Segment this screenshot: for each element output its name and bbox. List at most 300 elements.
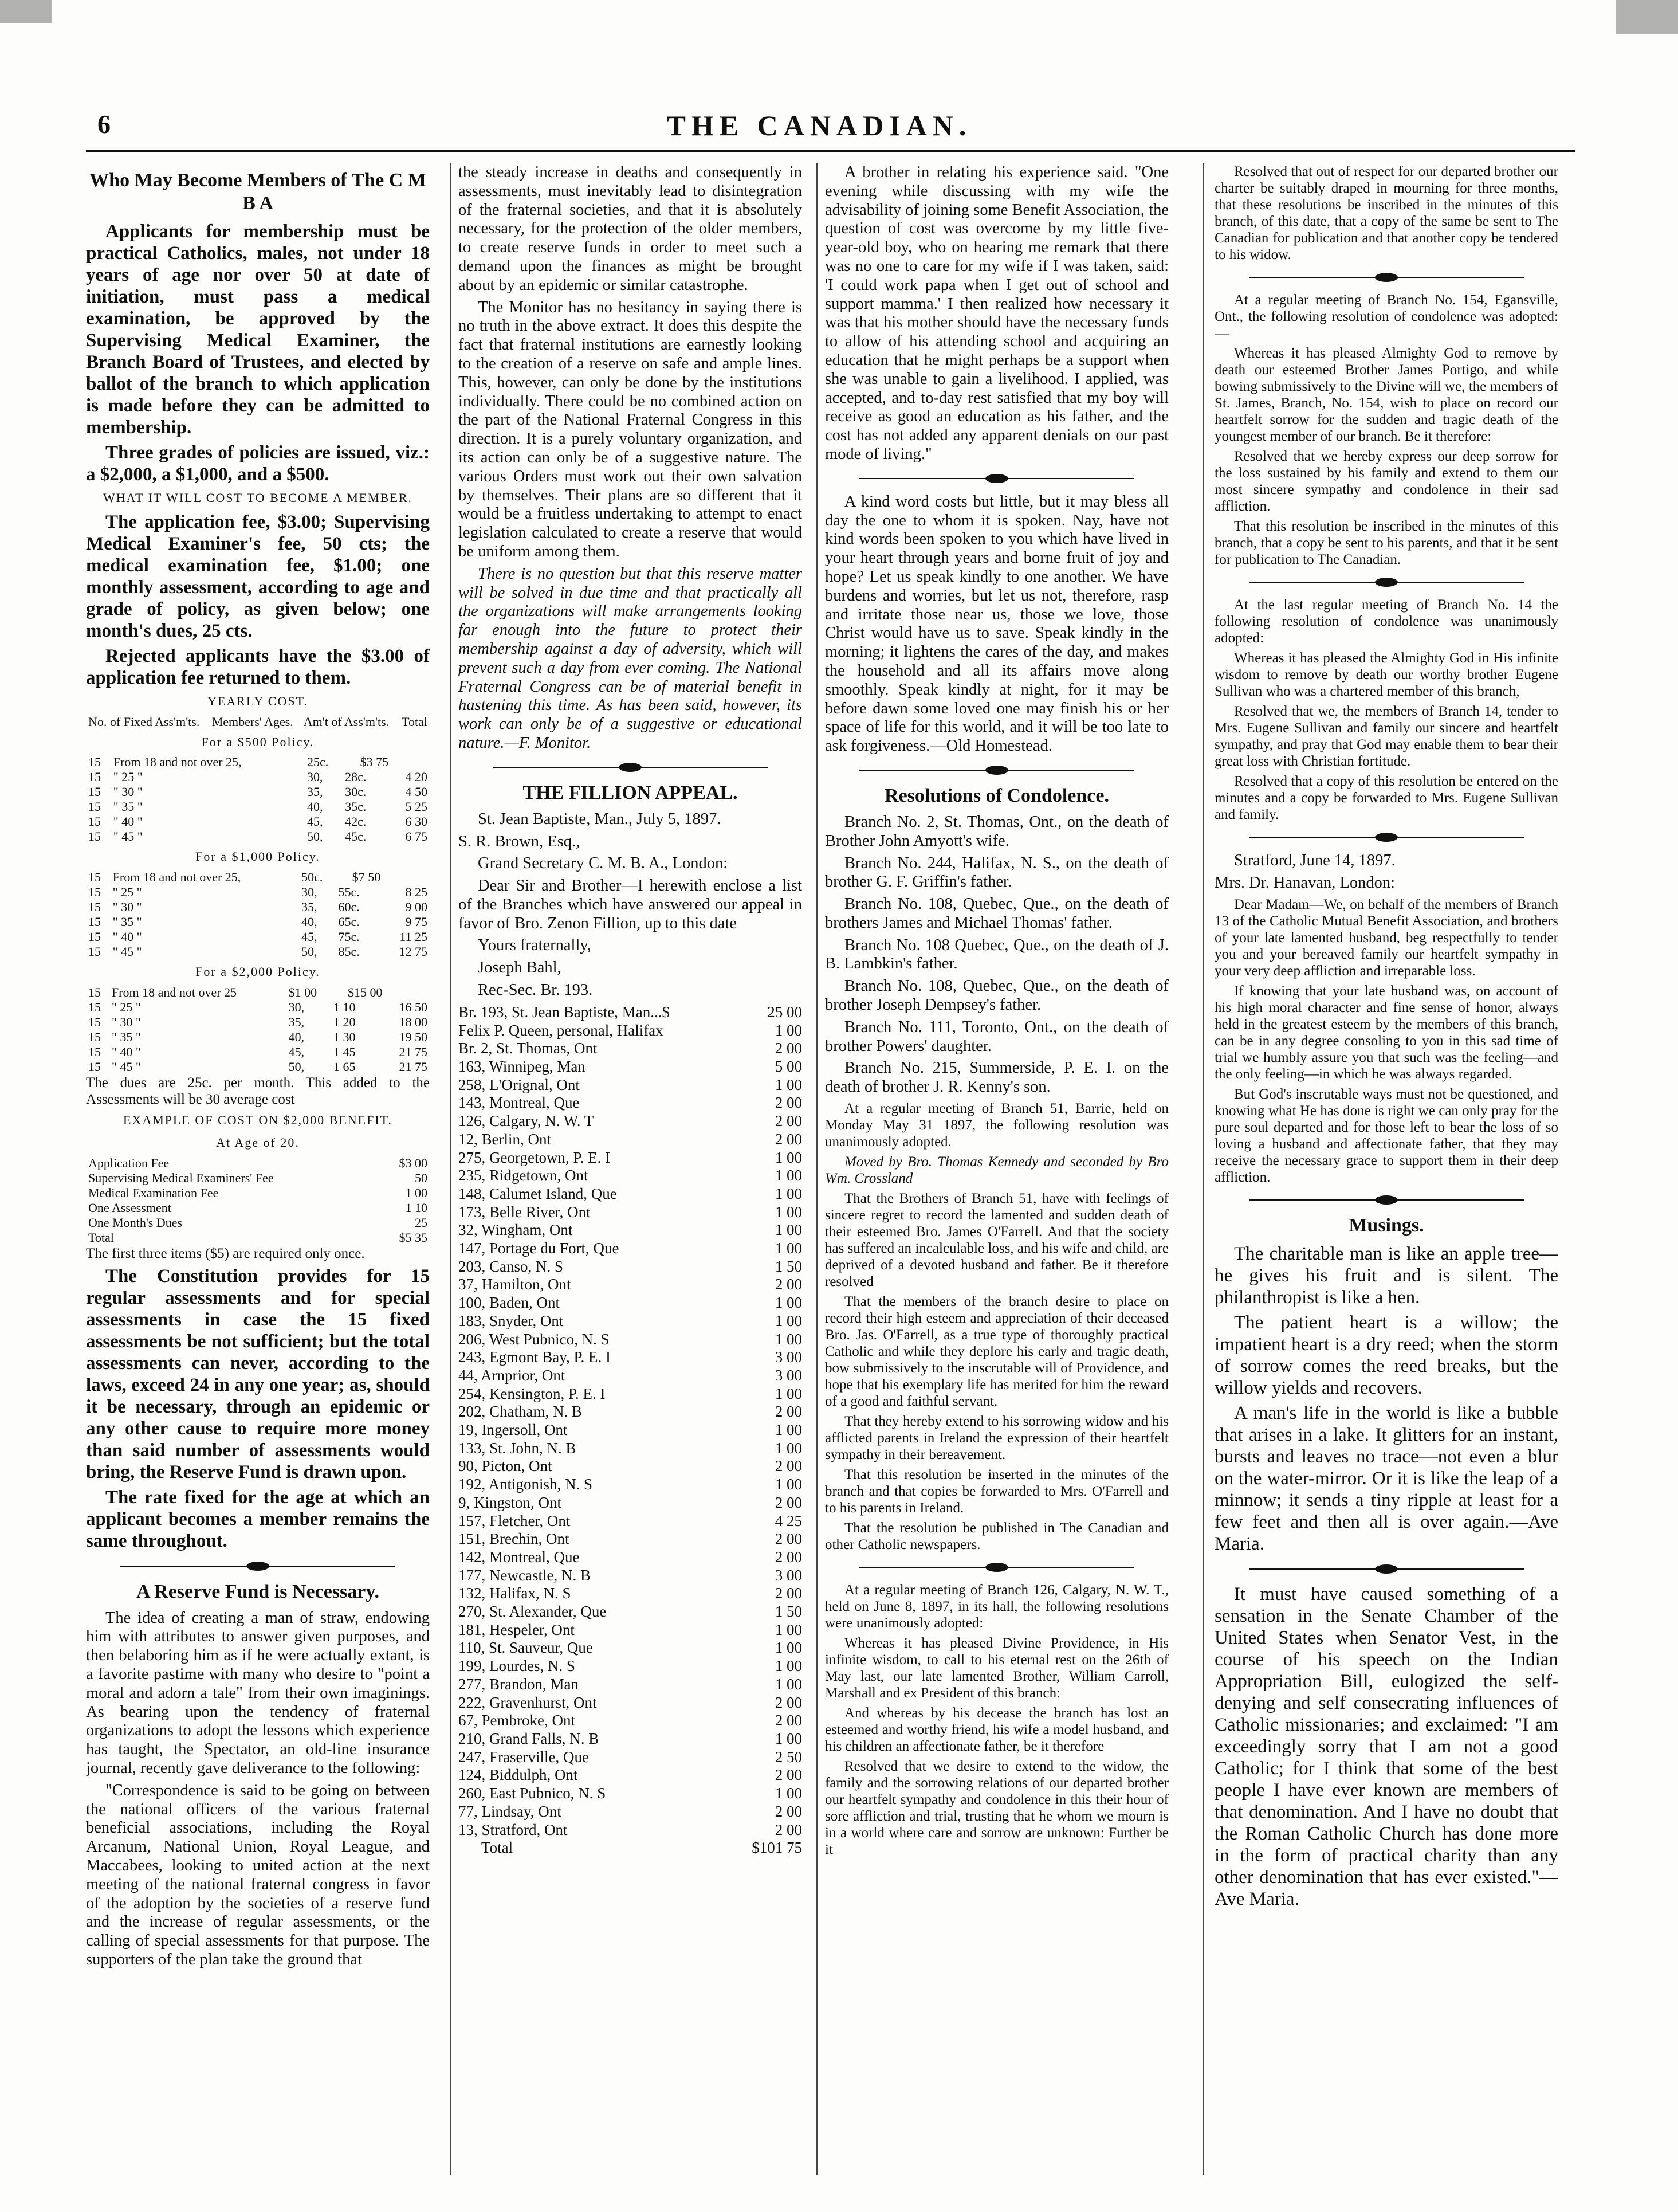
example-row	[86, 1171, 430, 1186]
letter-signature: Joseph Bahl,	[478, 959, 561, 977]
ledger-row	[458, 1221, 802, 1240]
ledger-row	[458, 1530, 802, 1548]
ledger-branch: 163, Winnipeg, Man	[458, 1057, 585, 1075]
masthead	[86, 109, 1553, 143]
paragraph: That the Brothers of Branch 51, have with feelings of sincere regret to record the lamented and sudden death of their esteemed Bro. James O'Farrell. And that the society has suffered an incalculable loss, and his wife and child, are deprived of a devoted husband and father. Be it therefore resolved	[825, 1191, 1169, 1290]
rate-cell: 25c.	[307, 755, 329, 770]
condolence-item: Branch No. 2, St. Thomas, Ont., on the death of Brother John Amyott's wife.	[825, 813, 1169, 850]
paragraph: The dues are 25c. per month. This added to the Assessments will be 30 average cost	[86, 1074, 430, 1107]
divider-ornament	[1249, 1560, 1524, 1578]
ledger-amount: 2 00	[775, 1403, 802, 1421]
ledger-branch: 90, Picton, Ont	[458, 1457, 552, 1475]
example-cell: 1 00	[405, 1185, 427, 1200]
rate-cell: 50,	[288, 1059, 305, 1074]
ledger-row	[458, 1421, 802, 1440]
ledger-amount: 3 00	[775, 1348, 802, 1366]
ledger-row	[458, 1367, 802, 1385]
rate-cell: 30,	[307, 770, 323, 785]
rate-cell: " 45 "	[112, 944, 142, 959]
rate-cell: $7 50	[352, 870, 381, 885]
ledger-row	[458, 1803, 802, 1821]
rate-cell: " 45 "	[113, 829, 143, 844]
rate-cell: 15	[88, 915, 101, 929]
paragraph: If knowing that your late husband was, on account of his high moral character and fine sense of honor, always held in the greatest esteem by the members of this branch, can be in any degree consoling to you in this sad time of trial we humbly assure you that such was the feeling—and the only feeling—in which he was always regarded.	[1215, 983, 1558, 1082]
page-number: 6	[97, 109, 111, 139]
paragraph: The application fee, $3.00; Supervising Medical Examiner's fee, 50 cts; the medical examination fee, $1.00; one monthly assessment, according to age and grade of policy, as given below; one month's dues, 25 cts.	[86, 511, 430, 641]
ledger-amount: 1 00	[775, 1203, 802, 1221]
paragraph: It must have caused something of a sensation in the Senate Chamber of the United States when Senator Vest, in the course of his speech on the Indian Appropriation Bill, eulogized the self-denying and self consecrating influences of Catholic missionaries; and exclaimed: "I am exceedingly sorry that I am not a good Catholic; for I think that some of the best people I have ever known are members of that denomination. And I have no doubt that the Roman Catholic Church has done more in the form of practical charity than any other denomination that has ever existed."—Ave Maria.	[1215, 1583, 1558, 1909]
ledger-row	[458, 1657, 802, 1676]
rate-cell: $3 75	[360, 755, 389, 770]
rate-cell: 1 65	[333, 1059, 356, 1074]
rate-cell: 12 75	[399, 944, 427, 959]
addressee: Grand Secretary C. M. B. A., London:	[478, 854, 728, 873]
rate-cell: 5 25	[405, 799, 427, 814]
ledger-amount: 1 00	[775, 1439, 802, 1457]
rate-table-2000	[86, 985, 430, 1074]
rate-cell: 15	[88, 785, 101, 799]
ledger-row	[458, 1076, 802, 1095]
rate-cell: " 40 "	[111, 1044, 141, 1059]
ledger-branch: 12, Berlin, Ont	[458, 1130, 551, 1148]
rate-row	[86, 985, 430, 1000]
divider-ornament	[1249, 829, 1524, 846]
ledger-amount: 1 00	[775, 1621, 802, 1638]
ledger-row	[458, 1440, 802, 1458]
ledger-row	[458, 1258, 802, 1276]
column-divider	[816, 163, 818, 2175]
ledger-row	[458, 1149, 802, 1167]
ledger-amount: 1 50	[775, 1257, 802, 1275]
example-table	[86, 1156, 430, 1230]
paragraph: That this resolution be inserted in the minutes of the branch and that copies be forwarded to Mrs. O'Farrell and to his parents in Ireland.	[825, 1467, 1169, 1516]
rate-row	[86, 785, 430, 799]
rate-row	[86, 870, 430, 885]
ledger-amount: 1 00	[775, 1148, 802, 1166]
paragraph: Three grades of policies are issued, viz.: a $2,000, a $1,000, and a $500.	[86, 442, 430, 485]
ledger-branch: 202, Chatham, N. B	[458, 1403, 582, 1421]
rate-table-1000	[86, 870, 430, 959]
rate-cell: 4 50	[405, 785, 427, 799]
rate-row	[86, 1000, 430, 1015]
ledger-branch: 151, Brechin, Ont	[458, 1530, 569, 1548]
rate-cell: 8 25	[405, 885, 427, 900]
paragraph: At the last regular meeting of Branch No. 14 the following resolution of condolence was unanimously adopted:	[1215, 597, 1558, 646]
divider-ornament	[859, 470, 1134, 487]
rate-cell: 35,	[288, 1014, 305, 1029]
article-heading: THE FILLION APPEAL.	[522, 782, 738, 803]
rate-cell: 15	[88, 755, 101, 770]
rate-cell: 45,	[288, 1044, 305, 1059]
ledger-row	[458, 1403, 802, 1421]
rate-row	[86, 929, 430, 944]
ledger-amount: 2 00	[775, 1493, 802, 1511]
rate-cell: 21 75	[399, 1059, 427, 1074]
ledger-row	[458, 1730, 802, 1748]
ledger-row	[458, 1784, 802, 1803]
ledger-branch: 132, Halifax, N. S	[458, 1585, 571, 1602]
rate-cell: 35c.	[345, 799, 367, 814]
divider-ornament	[1249, 1191, 1524, 1209]
ledger-amount: 1 00	[775, 1294, 802, 1312]
rate-cell: 9 75	[405, 915, 427, 929]
rate-cell: 40,	[288, 1029, 305, 1044]
letter-close: Yours fraternally,	[478, 936, 591, 955]
ledger-branch: 173, Belle River, Ont	[458, 1203, 591, 1221]
rate-cell: " 25 "	[111, 999, 141, 1014]
ledger-row	[458, 1694, 802, 1712]
ledger-branch: 32, Wingham, Ont	[458, 1221, 573, 1239]
column-divider	[450, 163, 451, 2175]
rate-row	[86, 814, 430, 829]
rate-cell: 30,	[288, 999, 305, 1014]
paragraph: At a regular meeting of Branch 51, Barrie, held on Monday May 31 1897, the following resolution was unanimously adopted.	[825, 1101, 1169, 1150]
rate-cell: 15	[88, 1059, 101, 1074]
rate-row	[86, 885, 430, 900]
rate-cell: 30c.	[345, 785, 367, 799]
table-header: Am't of Ass'm'ts.	[303, 714, 390, 729]
ledger-branch: 147, Portage du Fort, Que	[458, 1240, 619, 1257]
ledger-branch: 192, Antigonish, N. S	[458, 1476, 593, 1493]
rate-cell: 1 45	[333, 1044, 356, 1059]
paragraph: That the resolution be published in The Canadian and other Catholic newspapers.	[825, 1520, 1169, 1553]
ledger-branch: 44, Arnprior, Ont	[458, 1366, 565, 1384]
ledger-amount: 1 00	[775, 1021, 802, 1039]
ledger-row	[458, 1712, 802, 1730]
ledger-row	[458, 1203, 802, 1222]
paragraph: Whereas it has pleased Almighty God to remove by death our esteemed Brother James Portigo, and while bowing submissively to the Divine will we, the members of St. James, Branch, No. 154, wish to place on record our heartfelt sorrow for the sudden and tragic death of the youngest member of our branch. Be it therefore:	[1215, 346, 1558, 444]
paragraph: A brother in relating his experience said. "One evening while discussing with my wife the advisability of joining some Benefit Association, the question of cost was overcome by my little five-year-old boy, who on hearing me remark that there was no one to care for my wife if I was taken, said: 'I could work papa when I get out of school and support mamma.' I then realized how necessary it was that his mother should have the necessary funds to allow of his attending school and acquiring an education that he might perhaps be a support when she was unable to gain a livelihood. I applied, was accepted, and to-day rest satisfied that my boy will receive as good an education as his father, and the cost has not added any apparent denials on our past mode of living."	[825, 163, 1169, 463]
rate-cell: 15	[88, 1044, 101, 1059]
paper-title: THE CANADIAN.	[666, 109, 972, 142]
example-total	[86, 1230, 430, 1245]
example-cell: 25	[415, 1215, 427, 1230]
paragraph: The Monitor has no hesitancy in saying there is no truth in the above extract. It does this despite the fact that fraternal institutions are earnestly looking to the creation of a reserve on safe and ample lines. This, however, can only be done by the institutions individually. There could be no combined action on the part of the National Fraternal Congress in this direction. It is a purely voluntary organization, and its action can only be of a suggestive nature. The various Orders must work out their own salvation by themselves. Their plans are so different that it would be a fruitless undertaking to attempt to enact legislation calculated to create a reserve that would be uniform among them.	[458, 298, 802, 560]
example-cell: Medical Examination Fee	[88, 1185, 219, 1200]
ledger-branch: Felix P. Queen, personal, Halifax	[458, 1021, 663, 1039]
rate-cell: 6 75	[405, 829, 427, 844]
ledger-row	[458, 1821, 802, 1840]
rate-cell: $15 00	[348, 985, 383, 999]
paragraph: The patient heart is a willow; the impatient heart is a dry reed; when the storm of sorrow comes the reed breaks, but the willow yields and recovers.	[1215, 1312, 1558, 1398]
example-cell: One Month's Dues	[88, 1215, 183, 1230]
rate-cell: " 35 "	[113, 799, 143, 814]
ledger-amount: 2 00	[775, 1040, 802, 1057]
paragraph: Rejected applicants have the $3.00 of application fee returned to them.	[86, 645, 430, 688]
condolence-item: Branch No. 244, Halifax, N. S., on the death of brother G. F. Griffin's father.	[825, 854, 1169, 891]
ledger-row	[458, 1003, 802, 1022]
rate-cell: 40,	[301, 915, 317, 929]
ledger-amount: 2 00	[775, 1094, 802, 1112]
ledger-amount: 1 00	[775, 1240, 802, 1257]
ledger-branch: Br. 2, St. Thomas, Ont	[458, 1040, 598, 1057]
rate-cell: 40,	[307, 799, 323, 814]
ledger-branch: 37, Hamilton, Ont	[458, 1276, 571, 1293]
ledger-branch: Br. 193, St. Jean Baptiste, Man...$	[458, 1003, 670, 1021]
subheading: EXAMPLE OF COST ON $2,000 BENEFIT.	[123, 1112, 392, 1127]
example-row	[86, 1186, 430, 1201]
rate-cell: " 25 "	[112, 885, 142, 900]
ledger-row	[458, 1766, 802, 1784]
rate-row	[86, 1060, 430, 1074]
ledger-row	[458, 1385, 802, 1403]
ledger-amount: 1 50	[775, 1603, 802, 1621]
rate-row	[86, 915, 430, 929]
subheading: At Age of 20.	[216, 1135, 300, 1150]
ledger-amount: 1 00	[775, 1330, 802, 1348]
ledger-row	[458, 1494, 802, 1512]
ledger-amount: 2 00	[775, 1766, 802, 1784]
ledger-branch: 247, Fraserville, Que	[458, 1748, 589, 1766]
ledger-amount: 1 00	[775, 1639, 802, 1657]
column-1	[86, 163, 430, 2180]
paragraph: That this resolution be inscribed in the minutes of this branch, that a copy be sent to his parents, and that it be sent for publication to The Canadian.	[1215, 519, 1558, 567]
example-cell: $3 00	[399, 1155, 427, 1170]
ledger-amount: 1 00	[775, 1784, 802, 1802]
ledger-branch: 210, Grand Falls, N. B	[458, 1730, 599, 1747]
table-group-label: For a $500 Policy.	[201, 734, 315, 749]
rate-cell: " 30 "	[111, 1014, 141, 1029]
rate-cell: 50,	[301, 944, 317, 959]
total-label: Total	[88, 1230, 114, 1245]
rate-cell: " 40 "	[113, 814, 143, 829]
scan-artifact	[1616, 0, 1678, 34]
rate-cell: 15	[88, 814, 101, 829]
ledger-branch: 142, Montreal, Que	[458, 1548, 580, 1566]
rate-cell: 1 20	[333, 1014, 356, 1029]
paragraph: Whereas it has pleased the Almighty God in His infinite wisdom to remove by death our worthy brother Eugene Sullivan who was a chartered member of this branch,	[1215, 650, 1558, 699]
rate-row	[86, 944, 430, 959]
ledger-row	[458, 1621, 802, 1640]
ledger-amount: 2 00	[775, 1530, 802, 1548]
rate-cell: " 35 "	[112, 915, 142, 929]
rate-table-500	[86, 755, 430, 844]
paragraph: There is no question but that this reserve matter will be solved in due time and that practically all the organizations will make arrangements looking far enough into the future to protect their membership against a day of adversity, which will prevent such a day from ever coming. The National Fraternal Congress can be of material benefit in hastening this time. As has been said, however, its work can only be of a suggestive or educational nature.—F. Monitor.	[458, 564, 802, 752]
ledger-amount: 2 00	[775, 1112, 802, 1130]
ledger-amount: 5 00	[775, 1057, 802, 1075]
ledger-branch: 19, Ingersoll, Ont	[458, 1421, 568, 1439]
paragraph: At a regular meeting of Branch 126, Calgary, N. W. T., held on June 8, 1897, in its hall, the following resolutions were unanimously adopted:	[825, 1582, 1169, 1631]
rate-cell: 15	[88, 770, 101, 785]
dateline: St. Jean Baptiste, Man., July 5, 1897.	[478, 810, 721, 828]
ledger-amount: 2 00	[775, 1585, 802, 1602]
rate-row	[86, 900, 430, 915]
paragraph: Whereas it has pleased Divine Providence, in His infinite wisdom, to call to his eternal rest on the 26th of May last, our late lamented Brother, William Carroll, Marshall and ex President of this branch:	[825, 1636, 1169, 1701]
table-group-label: For a $2,000 Policy.	[195, 964, 320, 979]
ledger-amount: 1 00	[775, 1221, 802, 1239]
rate-cell: 6 30	[405, 814, 427, 829]
donation-ledger	[458, 1003, 802, 1839]
ledger-amount: 2 00	[775, 1457, 802, 1475]
ledger-row	[458, 1676, 802, 1694]
rate-row	[86, 1030, 430, 1045]
rate-cell: 45c.	[345, 829, 367, 844]
rate-cell: 15	[88, 985, 101, 999]
ledger-amount: 2 00	[775, 1276, 802, 1293]
paragraph: But God's inscrutable ways must not be questioned, and knowing what He has done is right we can only pray for the pure soul departed and for those left to bear the loss of so loving a husband and affectionate father, that they may receive the necessary grace to support them in their deep affliction.	[1215, 1086, 1558, 1185]
column-3	[825, 163, 1169, 2180]
article-heading: Who May Become Members of The C M B A	[89, 170, 426, 214]
paragraph: The idea of creating a man of straw, endowing him with attributes to answer given purposes, and then belaboring him as if he were actually extant, is a favorite pastime with many who desire to "point a moral and adorn a tale" from their own imaginings. As bearing upon the tendency of fraternal organizations to adopt the lessons which experience has taught, the Spectator, an old-line insurance journal, recently gave deliverance to the following:	[86, 1609, 430, 1777]
ledger-branch: 67, Pembroke, Ont	[458, 1712, 575, 1729]
paragraph: That the members of the branch desire to place on record their high esteem and appreciation of their deceased Bro. Jas. O'Farrell, as a true type of thoroughly practical Catholic and while they deplore his early and tragic death, bow submissively to the inscrutable will of Providence, and hope that his exemplary life has merited for him the reward of a good and faithful servant.	[825, 1294, 1169, 1410]
paragraph: At a regular meeting of Branch No. 154, Egansville, Ont., the following resolution of condolence was adopted:—	[1215, 292, 1558, 341]
paragraph: Resolved that we desire to extend to the widow, the family and the sorrowing relations of our departed brother our heartfelt sympathy and condolence in this their hour of sore affliction and trial, trusting that he whom we mourn is in a world where care and sorrow are unknown: Further be it	[825, 1759, 1169, 1858]
rate-cell: From 18 and not over 25	[111, 985, 237, 999]
ledger-total	[458, 1839, 802, 1857]
ledger-branch: 243, Egmont Bay, P. E. I	[458, 1348, 611, 1366]
paragraph: Resolved that a copy of this resolution be entered on the minutes and a copy be forwarded to Mrs. Eugene Sullivan and family.	[1215, 774, 1558, 822]
rate-cell: 19 50	[399, 1029, 427, 1044]
example-cell: Application Fee	[88, 1155, 170, 1170]
rate-cell: 65c.	[338, 915, 360, 929]
rate-cell: " 40 "	[112, 929, 142, 944]
rate-cell: 30,	[301, 885, 317, 900]
rate-cell: 15	[88, 1014, 101, 1029]
ledger-row	[458, 1185, 802, 1203]
ledger-branch: 275, Georgetown, P. E. I	[458, 1148, 610, 1166]
condolence-item: Branch No. 111, Toronto, Ont., on the death of brother Powers' daughter.	[825, 1018, 1169, 1055]
rate-row	[86, 829, 430, 844]
rate-cell: 45,	[307, 814, 323, 829]
total-label: Total	[481, 1839, 513, 1857]
masthead-rule	[86, 150, 1575, 152]
ledger-branch: 77, Lindsay, Ont	[458, 1802, 561, 1820]
rate-cell: 15	[88, 885, 101, 900]
example-cell: 1 10	[405, 1200, 427, 1215]
divider-ornament	[493, 759, 768, 776]
ledger-row	[458, 1167, 802, 1185]
letter-signature-title: Rec-Sec. Br. 193.	[478, 981, 593, 999]
ledger-row	[458, 1567, 802, 1585]
ledger-branch: 13, Stratford, Ont	[458, 1821, 568, 1838]
ledger-amount: 3 00	[775, 1566, 802, 1584]
rate-cell: 11 25	[399, 929, 427, 944]
ledger-branch: 157, Fletcher, Ont	[458, 1512, 571, 1529]
rate-cell: 18 00	[399, 1014, 427, 1029]
rate-cell: 15	[88, 944, 101, 959]
paragraph: And whereas by his decease the branch has lost an esteemed and worthy friend, his wife a model husband, and his children an affectionate father, be it therefore	[825, 1705, 1169, 1755]
ledger-amount: 1 00	[775, 1076, 802, 1093]
ledger-branch: 110, St. Sauveur, Que	[458, 1639, 593, 1657]
divider-ornament	[120, 1558, 395, 1575]
condolence-item: Branch No. 108, Quebec, Que., on the death of brother Joseph Dempsey's father.	[825, 977, 1169, 1014]
rate-row	[86, 755, 430, 770]
ledger-row	[458, 1512, 802, 1531]
ledger-branch: 133, St. John, N. B	[458, 1439, 576, 1457]
ledger-branch: 126, Calgary, N. W. T	[458, 1112, 594, 1130]
example-row	[86, 1156, 430, 1171]
paragraph: That they hereby extend to his sorrowing widow and his afflicted parents in Ireland the expression of their heartfelt sympathy in their bereavement.	[825, 1414, 1169, 1463]
rate-cell: 75c.	[338, 929, 360, 944]
rate-row	[86, 799, 430, 814]
total-value: $101 75	[752, 1839, 802, 1857]
rate-cell: 55c.	[338, 885, 360, 900]
ledger-amount: 2 00	[775, 1712, 802, 1729]
ledger-row	[458, 1022, 802, 1040]
ledger-amount: 2 00	[775, 1693, 802, 1711]
rate-cell: 9 00	[405, 900, 427, 915]
ledger-amount: 3 00	[775, 1366, 802, 1384]
ledger-row	[458, 1585, 802, 1603]
ledger-row	[458, 1312, 802, 1331]
table-header: Members' Ages.	[211, 714, 293, 729]
ledger-row	[458, 1094, 802, 1112]
rate-row	[86, 770, 430, 785]
ledger-row	[458, 1131, 802, 1149]
ledger-branch: 277, Brandon, Man	[458, 1675, 579, 1693]
ledger-amount: 1 00	[775, 1657, 802, 1675]
rate-cell: 35,	[301, 900, 317, 915]
condolence-item: Branch No. 215, Summerside, P. E. I. on the death of brother J. R. Kenny's son.	[825, 1059, 1169, 1096]
ledger-branch: 181, Hespeler, Ont	[458, 1621, 575, 1638]
paragraph: Dear Madam—We, on behalf of the members of Branch 13 of the Catholic Mutual Benefit Association, and brothers of your late lamented husband, beg respectfully to tender you and your bereaved family our heartfelt sympathy in your very deep affliction and irreparable loss.	[1215, 896, 1558, 979]
rate-cell: " 25 "	[113, 770, 143, 785]
paragraph: The rate fixed for the age at which an applicant becomes a member remains the same throughout.	[86, 1487, 430, 1551]
rate-cell: 50,	[307, 829, 323, 844]
ledger-row	[458, 1748, 802, 1767]
rate-cell: 45,	[301, 929, 317, 944]
ledger-row	[458, 1476, 802, 1494]
ledger-row	[458, 1348, 802, 1367]
table-header: No. of Fixed Ass'm'ts.	[88, 714, 200, 729]
divider-ornament	[859, 1559, 1134, 1576]
subheading: YEARLY COST.	[207, 693, 308, 708]
column-4	[1215, 163, 1558, 2180]
divider-ornament	[1249, 574, 1524, 591]
rate-cell: " 35 "	[111, 1029, 141, 1044]
article-heading: Resolutions of Condolence.	[885, 785, 1109, 806]
ledger-amount: 2 00	[775, 1130, 802, 1148]
rate-cell: 85c.	[338, 944, 360, 959]
rate-cell: 15	[88, 799, 101, 814]
ledger-row	[458, 1457, 802, 1476]
ledger-row	[458, 1112, 802, 1131]
ledger-amount: 1 00	[775, 1312, 802, 1329]
rate-cell: 4 20	[405, 770, 427, 785]
paragraph: the steady increase in deaths and consequently in assessments, must inevitably lead to disintegration of the fraternal societies, and that it is absolutely necessary, for the protection of the older members, to create reserve funds in order to meet such a demand upon the finances as might be brought about by an epidemic or similar catastrophe.	[458, 163, 802, 294]
ledger-branch: 9, Kingston, Ont	[458, 1493, 562, 1511]
paragraph: Resolved that out of respect for our departed brother our charter be suitably draped in mourning for three months, that these resolutions be inscribed in the minutes of this branch, of this date, that a copy of the same be sent to The Canadian for publication and that another copy be tendered to his widow.	[1215, 164, 1558, 262]
rate-cell: " 30 "	[112, 900, 142, 915]
subheading: WHAT IT WILL COST TO BECOME A MEMBER.	[103, 491, 413, 505]
ledger-branch: 235, Ridgetown, Ont	[458, 1167, 588, 1185]
letter-body: Dear Sir and Brother—I herewith enclose a list of the Branches which have answered our appeal in favor of Bro. Zenon Fillion, up to this date	[458, 877, 802, 932]
ledger-branch: 199, Lourdes, N. S	[458, 1657, 575, 1675]
ledger-amount: 25 00	[767, 1003, 802, 1021]
rate-cell: From 18 and not over 25,	[112, 870, 241, 885]
ledger-branch: 260, East Pubnico, N. S	[458, 1784, 606, 1802]
ledger-row	[458, 1603, 802, 1621]
ledger-branch: 270, St. Alexander, Que	[458, 1603, 607, 1621]
rate-cell: 50c.	[301, 870, 323, 885]
ledger-amount: 1 00	[775, 1421, 802, 1439]
ledger-amount: 2 00	[775, 1548, 802, 1566]
ledger-amount: 4 25	[775, 1512, 802, 1529]
paragraph: The first three items ($5) are required only once.	[86, 1245, 365, 1261]
rate-cell: 1 30	[333, 1029, 356, 1044]
rate-cell: " 45 "	[111, 1059, 141, 1074]
ledger-branch: 258, L'Orignal, Ont	[458, 1076, 580, 1093]
rate-cell: " 30 "	[113, 785, 143, 799]
ledger-amount: 2 00	[775, 1802, 802, 1820]
column-divider	[1203, 163, 1204, 2175]
rate-cell: 21 75	[399, 1044, 427, 1059]
rate-cell: 42c.	[345, 814, 367, 829]
rate-cell: 15	[88, 900, 101, 915]
ledger-branch: 100, Baden, Ont	[458, 1294, 560, 1312]
ledger-row	[458, 1331, 802, 1349]
